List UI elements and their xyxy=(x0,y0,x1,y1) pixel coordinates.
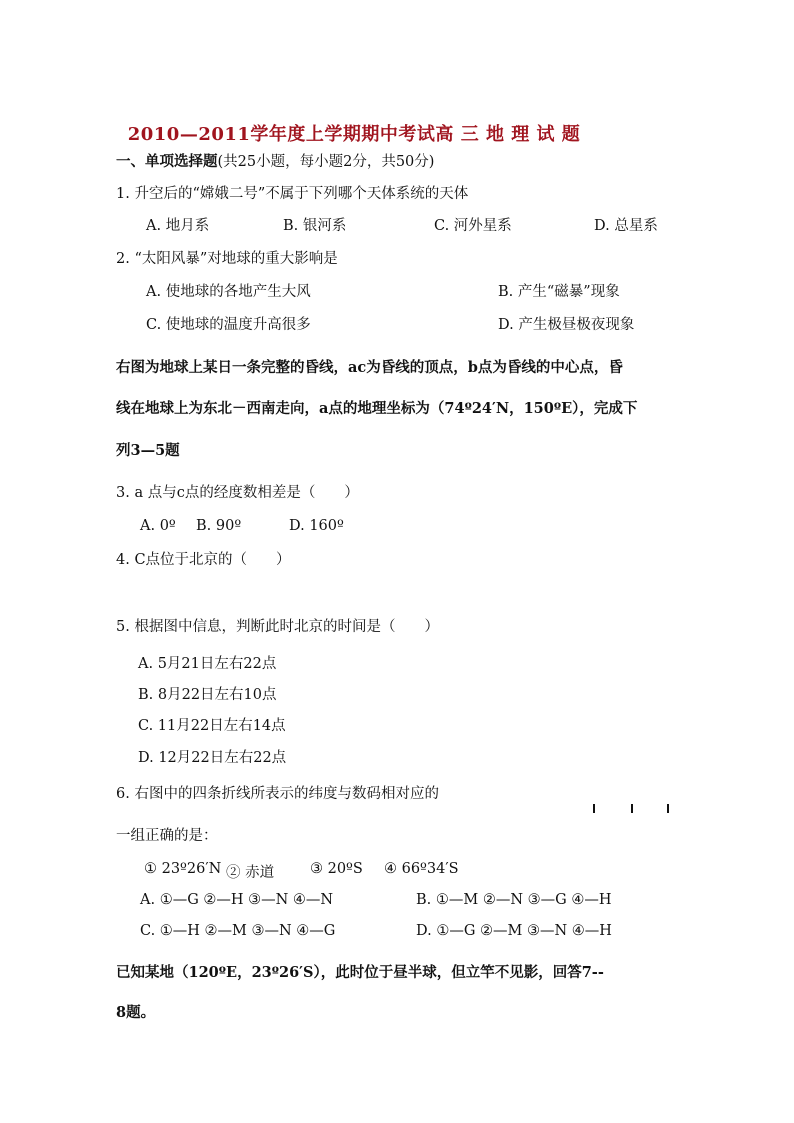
question-3-text: 3. a 点与c点的经度数相差是（ ） xyxy=(116,485,359,501)
question-5-option-a: A. 5月21日左右22点 xyxy=(138,656,277,672)
question-5-option-d: D. 12月22日左右22点 xyxy=(138,750,287,766)
section-heading-label: 一、单项选择题 xyxy=(116,153,218,170)
page-title: 2010—2011学年度上学期期中考试高 三 地 理 试 题 xyxy=(127,124,581,145)
figure-fragment-mark xyxy=(667,804,669,813)
question-3-option-b: B. 90º xyxy=(196,518,242,534)
question-1-option-b: B. 银河系 xyxy=(283,218,347,234)
question-6-text-1: 6. 右图中的四条折线所表示的纬度与数码相对应的 xyxy=(116,786,439,802)
question-5-option-b: B. 8月22日左右10点 xyxy=(138,687,277,703)
question-6-item-1: ① 23º26′N xyxy=(144,861,222,877)
passage-2-line-2: 8题。 xyxy=(116,1004,156,1021)
passage-1-line-1: 右图为地球上某日一条完整的昏线，ac为昏线的顶点，b点为昏线的中心点，昏 xyxy=(116,359,623,376)
question-6-item-2: ② 赤道 xyxy=(226,865,275,881)
question-3-option-a: A. 0º xyxy=(140,518,176,534)
question-1-option-d: D. 总星系 xyxy=(594,218,658,234)
passage-2-line-1: 已知某地（120ºE，23º26′S），此时位于昼半球，但立竿不见影，回答7-- xyxy=(116,964,604,981)
figure-fragment-mark xyxy=(631,804,633,813)
question-2-option-a: A. 使地球的各地产生大风 xyxy=(146,284,311,300)
question-6-option-b: B. ①—M ②—N ③—G ④—H xyxy=(416,892,612,908)
question-6-option-a: A. ①—G ②—H ③—N ④—N xyxy=(140,892,334,908)
question-5-text: 5. 根据图中信息，判断此时北京的时间是（ ） xyxy=(116,619,439,635)
question-4-text: 4. C点位于北京的（ ） xyxy=(116,552,291,568)
figure-fragment-mark xyxy=(593,804,595,813)
question-2-text: 2. “太阳风暴”对地球的重大影响是 xyxy=(116,251,338,267)
section-heading-note: (共25小题，每小题2分，共50分) xyxy=(217,154,435,170)
question-1-option-a: A. 地月系 xyxy=(146,218,210,234)
question-2-option-c: C. 使地球的温度升高很多 xyxy=(146,317,311,333)
question-6-option-c: C. ①—H ②—M ③—N ④—G xyxy=(140,923,336,939)
passage-1-line-3: 列3—5题 xyxy=(116,442,180,459)
question-2-option-b: B. 产生“磁暴”现象 xyxy=(498,284,620,300)
question-6-item-4: ④ 66º34′S xyxy=(384,861,459,877)
question-6-option-d: D. ①—G ②—M ③—N ④—H xyxy=(416,923,612,939)
question-5-option-c: C. 11月22日左右14点 xyxy=(138,718,286,734)
question-2-option-d: D. 产生极昼极夜现象 xyxy=(498,317,635,333)
question-3-option-d: D. 160º xyxy=(289,518,344,534)
question-6-text-2: 一组正确的是： xyxy=(116,828,218,844)
question-1-text: 1. 升空后的“嫦娥二号”不属于下列哪个天体系统的天体 xyxy=(116,186,469,202)
question-1-option-c: C. 河外星系 xyxy=(434,218,512,234)
section-heading xyxy=(116,150,434,171)
passage-1-line-2: 线在地球上为东北－西南走向，a点的地理坐标为（74º24′N，150ºE），完成下 xyxy=(116,400,638,417)
question-6-item-3: ③ 20ºS xyxy=(310,861,363,877)
